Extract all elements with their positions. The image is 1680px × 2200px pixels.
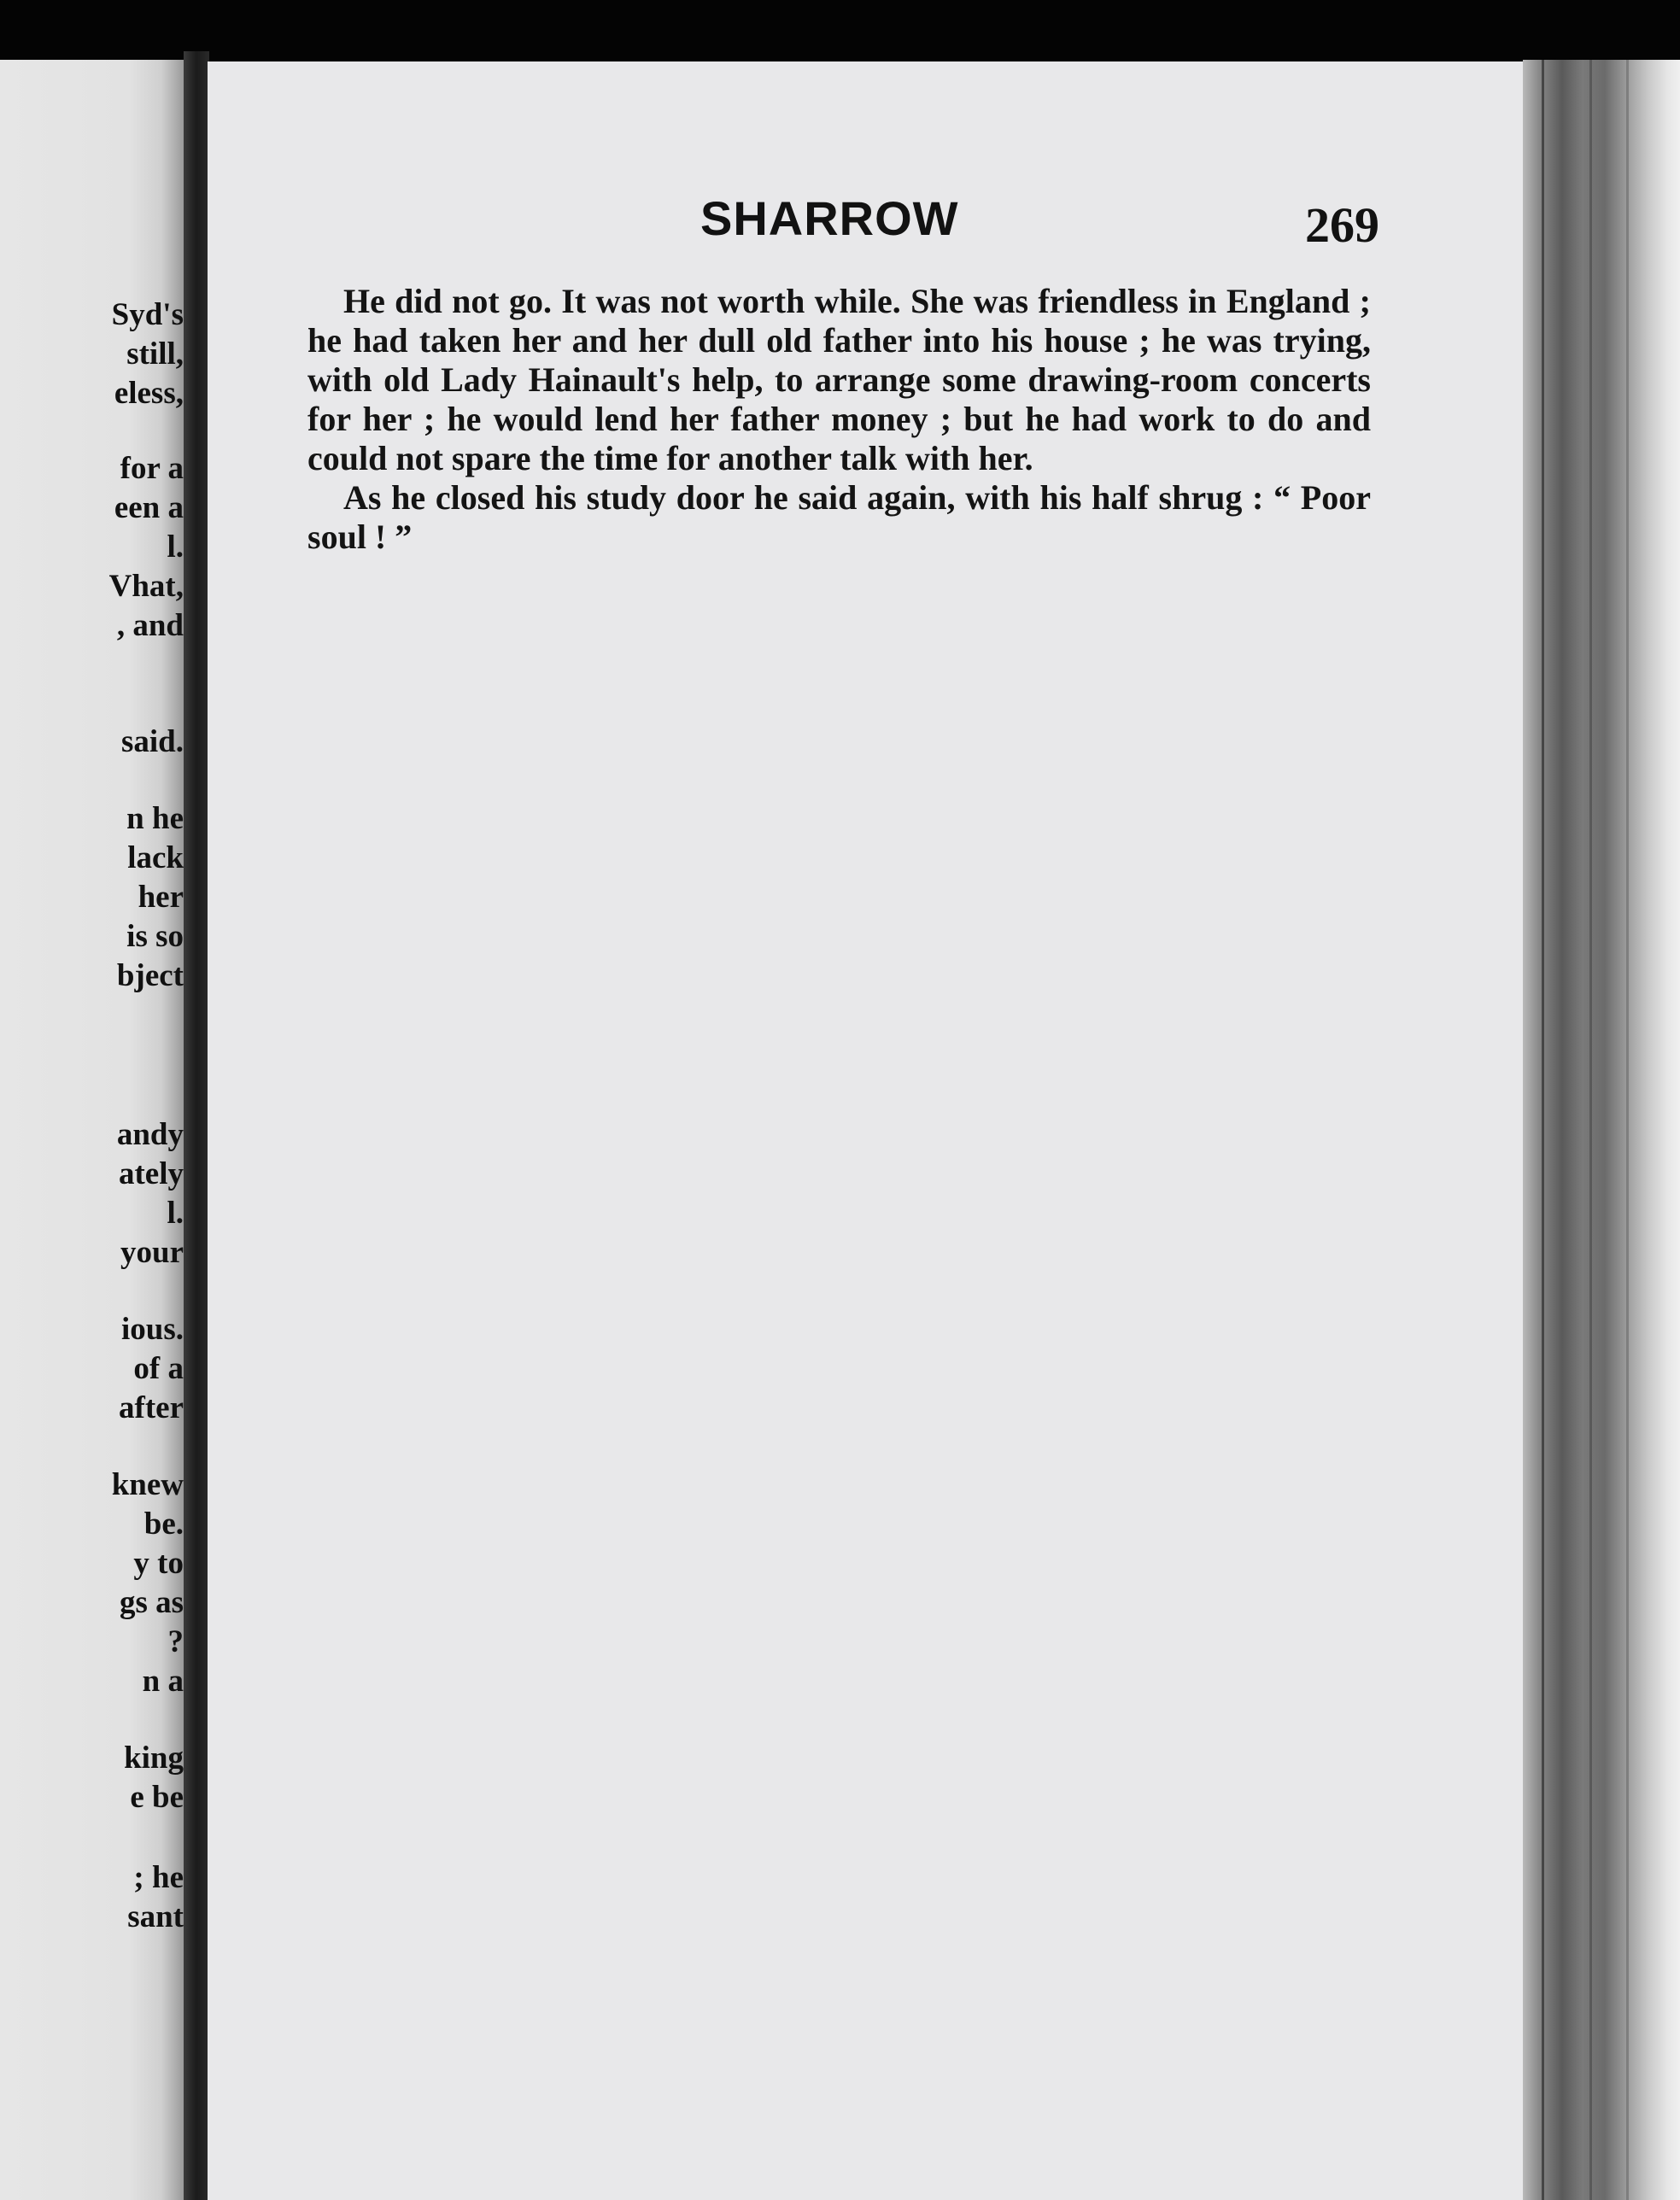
facing-page-fragment: eless, <box>114 376 184 411</box>
edge-line <box>1542 60 1544 2200</box>
facing-page-fragment: Syd's <box>111 297 184 332</box>
facing-page-fragment: ately <box>118 1156 184 1191</box>
facing-page-fragment: ? <box>167 1624 184 1659</box>
facing-page-fragment: bject <box>116 958 184 993</box>
paragraph: He did not go. It was not worth while. She was friendless in England ; he had taken her and her dull old father into his house ; he was trying, with old Lady Hainault's help, to arrange some drawing-room concerts for her ; he would lend her father money ; but he had work to do and could not spare the time for another talk with her. <box>307 282 1371 477</box>
facing-page-fragment: knew <box>111 1467 184 1502</box>
facing-page-fragment: y to <box>133 1546 184 1581</box>
facing-page-fragment: still, <box>126 336 184 372</box>
facing-page-fragment: n a <box>142 1664 184 1699</box>
facing-page-fragment: n he <box>126 801 184 836</box>
facing-page-fragment: king <box>124 1741 184 1776</box>
facing-page-fragment: andy <box>116 1117 184 1152</box>
facing-page-fragment: e be <box>130 1780 184 1815</box>
facing-page-fragment: be. <box>143 1507 184 1542</box>
facing-page-fragment: your <box>120 1235 184 1270</box>
book-gutter <box>184 51 209 2200</box>
facing-page-fragment: lack <box>127 840 184 875</box>
facing-page-fragment: is so <box>126 919 184 954</box>
page-edge-shadow <box>1523 60 1680 2200</box>
body-text <box>307 282 1371 557</box>
facing-page-fragment: after <box>119 1390 184 1425</box>
facing-page-fragment: Vhat, <box>108 569 184 604</box>
facing-page-fragment: , and <box>116 608 184 643</box>
facing-page-fragment: of a <box>133 1351 184 1386</box>
facing-page-fragment: l. <box>167 1196 184 1231</box>
facing-page-fragment: ; he <box>133 1860 184 1895</box>
facing-page-fragment: for a <box>120 451 184 486</box>
facing-page-fragment: said. <box>120 724 184 759</box>
facing-page-fragment: gs as <box>119 1585 184 1620</box>
facing-page-fragment: een a <box>114 490 184 525</box>
page-number: 269 <box>1305 197 1379 253</box>
facing-page-fragment: sant <box>127 1899 184 1934</box>
facing-page-fragment: l. <box>167 530 184 565</box>
paragraph: As he closed his study door he said again, with his half shrug : “ Poor soul ! ” <box>307 478 1371 556</box>
edge-line <box>1589 60 1592 2200</box>
edge-line <box>1626 60 1629 2200</box>
facing-page-fragment: her <box>138 880 184 915</box>
facing-page-left <box>0 60 184 2200</box>
running-head: SHARROW <box>700 191 959 245</box>
facing-page-fragment: ious. <box>120 1312 184 1347</box>
